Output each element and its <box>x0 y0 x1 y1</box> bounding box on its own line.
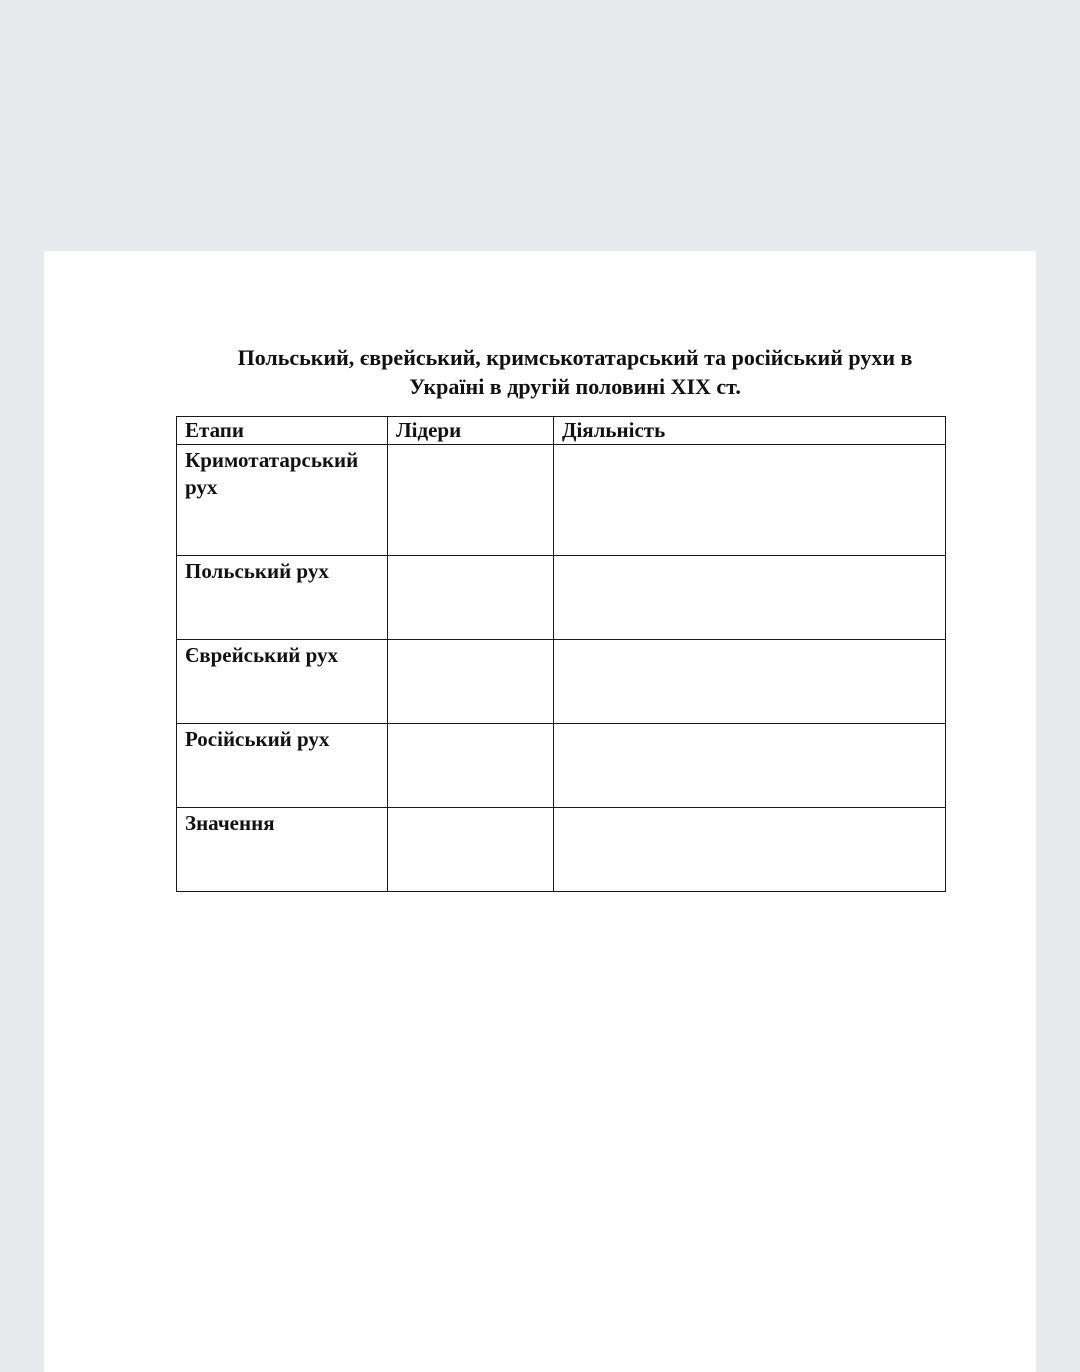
leaders-cell <box>388 640 554 724</box>
leaders-cell <box>388 724 554 808</box>
title-line-1: Польський, єврейський, кримськотатарський та російський рухи в <box>237 345 913 370</box>
row-label: Польський рух <box>177 556 388 640</box>
header-stages: Етапи <box>177 417 388 445</box>
table-row <box>177 556 946 640</box>
row-label: Єврейський рух <box>177 640 388 724</box>
table-row <box>177 808 946 892</box>
movements-table <box>176 416 946 892</box>
activity-cell <box>554 640 946 724</box>
leaders-cell <box>388 808 554 892</box>
header-activity: Діяльність <box>554 417 946 445</box>
row-label: Значення <box>177 808 388 892</box>
activity-cell <box>554 808 946 892</box>
title-line-2: Україні в другій половині XIX ст. <box>409 374 741 399</box>
table-header-row <box>177 417 946 445</box>
leaders-cell <box>388 445 554 556</box>
activity-cell <box>554 724 946 808</box>
row-label: Кримотатарський рух <box>177 445 388 556</box>
document-title <box>175 343 975 401</box>
activity-cell <box>554 556 946 640</box>
activity-cell <box>554 445 946 556</box>
table-row <box>177 724 946 808</box>
leaders-cell <box>388 556 554 640</box>
table-row <box>177 640 946 724</box>
header-leaders: Лідери <box>388 417 554 445</box>
row-label: Російський рух <box>177 724 388 808</box>
document-page <box>44 251 1036 1372</box>
table-row <box>177 445 946 556</box>
